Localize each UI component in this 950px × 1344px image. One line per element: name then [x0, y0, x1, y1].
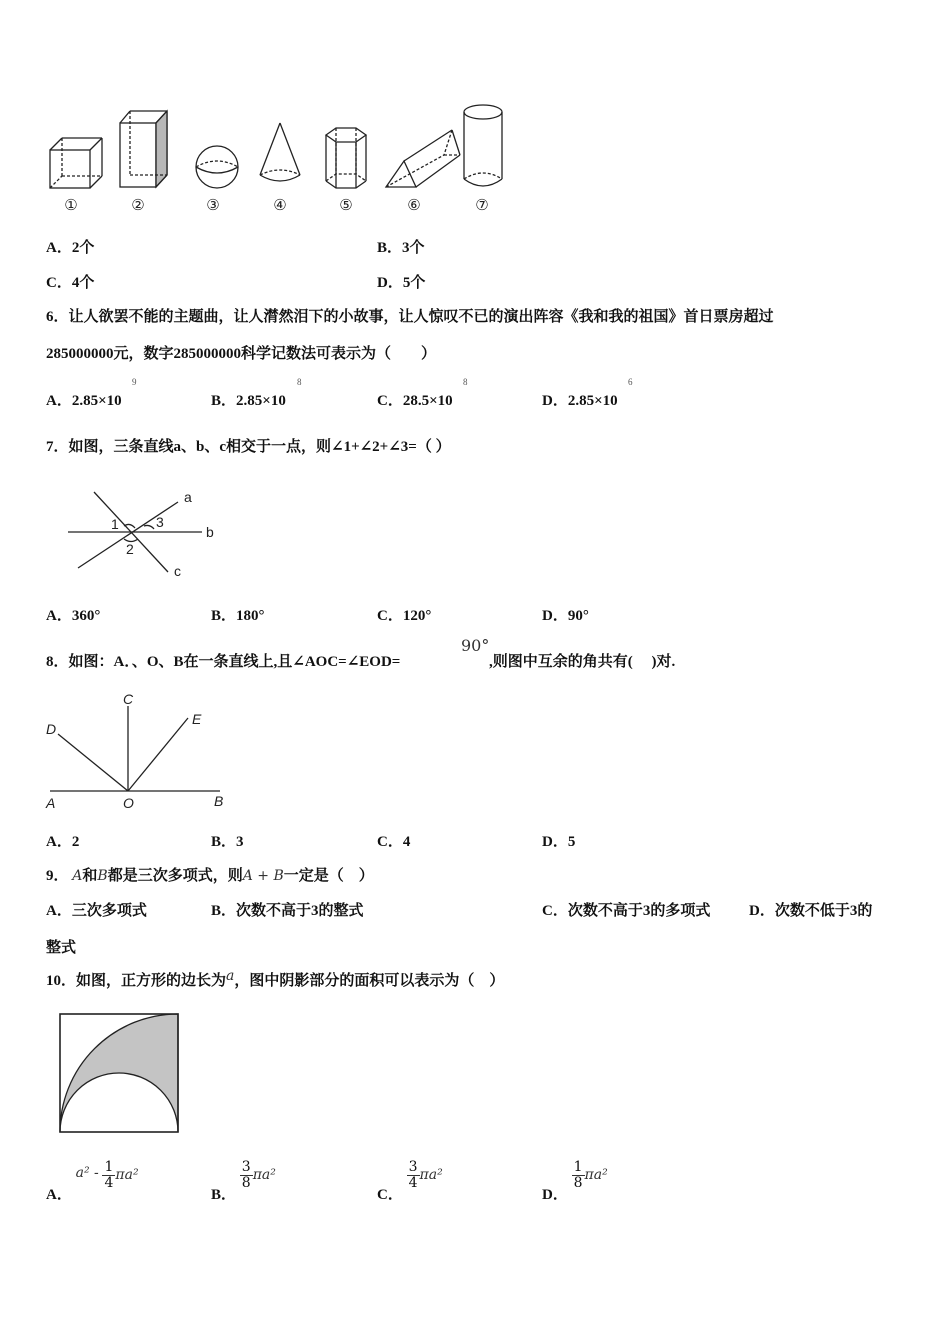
q8-option-a: A．2	[46, 834, 80, 850]
q10-option-b: B． $\frac{3}{8}$ πa²	[211, 1159, 276, 1203]
q9-option-d-wrap: 整式	[46, 940, 77, 956]
exponent: 8	[297, 377, 302, 387]
q8-stem-part2: ,则图中互余的角共有( )对.	[489, 654, 676, 670]
var-a: a	[226, 968, 235, 984]
q7-option-a: A．360°	[46, 608, 101, 624]
solid-label: ③	[206, 197, 220, 214]
solid-label: ⑤	[339, 197, 353, 214]
q9-option-d: D．次数不低于3的	[749, 903, 873, 919]
q9-stem: 9． A和B都是三次多项式，则A + B一定是（ ）	[46, 868, 374, 884]
q9-option-b: B．次数不高于3的整式	[211, 903, 364, 919]
angle-1-label: 1	[111, 516, 119, 532]
q10-option-d: D． $\frac{1}{8}$ πa²	[542, 1159, 608, 1203]
q10-figure	[56, 1010, 182, 1136]
q9-option-a: A．三次多项式	[46, 903, 147, 919]
shaded-region	[60, 1014, 178, 1132]
q10-option-c: C． $\frac{3}{4}$ πa²	[377, 1159, 443, 1203]
q7-option-d: D．90°	[542, 608, 589, 624]
angle-3-label: 3	[156, 514, 164, 530]
q10-stem: 10．如图，正方形的边长为a，图中阴影部分的面积可以表示为（ ）	[46, 968, 505, 989]
exponent: 8	[463, 377, 468, 387]
exponent: 9	[132, 377, 137, 387]
rectangular-prism-solid	[120, 111, 167, 187]
q7-option-c: C．120°	[377, 608, 432, 624]
point-c-label: C	[123, 691, 134, 707]
q8-stem-part1: 8．如图：A．、O、B在一条直线上,且∠AOC=∠EOD=	[46, 654, 401, 670]
q6-stem-line1: 6．让人欲罢不能的主题曲，让人潸然泪下的小故事，让人惊叹不已的演出阵容《我和我的祖国》首日票房超过	[46, 309, 774, 325]
ray-oe	[128, 718, 188, 791]
solid-label: ①	[64, 197, 78, 214]
point-d-label: D	[46, 721, 57, 737]
q6-option-c: C．28.5×10 8	[377, 377, 468, 409]
solid-label: ⑥	[407, 197, 421, 214]
ray-od	[58, 734, 128, 791]
point-a-label: A	[46, 795, 56, 811]
solid-label: ④	[273, 197, 287, 214]
q5-option-c: C．4个	[46, 275, 95, 291]
solid-label: ⑦	[475, 197, 489, 214]
fraction: $\frac{3}{8}$	[241, 1159, 251, 1191]
fraction: $\frac{1}{8}$	[573, 1159, 583, 1191]
triangular-prism-solid	[386, 130, 460, 187]
exponent: 6	[628, 377, 633, 387]
sphere-solid	[196, 146, 238, 188]
line-a	[78, 502, 178, 568]
point-o-label: O	[123, 795, 134, 811]
hexagonal-prism-solid	[326, 128, 366, 188]
q8-option-b: B．3	[211, 834, 244, 850]
cube-solid	[50, 138, 102, 188]
q10-option-a: A． a² - $\frac{1}{4}$ πa²	[46, 1159, 139, 1203]
q8-option-d: D．5	[542, 834, 576, 850]
fraction: $\frac{3}{4}$	[408, 1159, 418, 1191]
label-a: a	[184, 489, 192, 505]
q7-figure	[60, 482, 230, 582]
solids-figure	[40, 95, 520, 220]
q5-option-a: A．2个	[46, 240, 95, 256]
cylinder-solid	[464, 105, 502, 186]
solid-label: ②	[131, 197, 145, 214]
fraction: $\frac{1}{4}$	[104, 1159, 114, 1191]
q8-figure	[40, 688, 240, 813]
q5-option-b: B．3个	[377, 240, 425, 256]
q7-option-b: B．180°	[211, 608, 265, 624]
var-a: A	[72, 868, 83, 884]
q8-option-c: C．4	[377, 834, 411, 850]
q6-option-b: B．2.85×10 8	[211, 377, 302, 409]
point-b-label: B	[214, 793, 224, 809]
q6-option-a: A．2.85×10 9	[46, 377, 137, 409]
q7-stem: 7．如图，三条直线a、b、c相交于一点，则∠1+∠2+∠3=（ ）	[46, 439, 451, 455]
label-b: b	[206, 524, 214, 540]
q6-stem-line2: 285000000元，数字285000000科学记数法可表示为（ ）	[46, 346, 437, 362]
angle-2-label: 2	[126, 541, 134, 557]
q5-option-d: D．5个	[377, 275, 426, 291]
point-e-label: E	[192, 711, 202, 727]
q8-angle-value: 90°	[461, 636, 490, 655]
expr-a-plus-b: A + B	[242, 868, 284, 884]
var-b: B	[97, 868, 108, 884]
q9-option-c: C．次数不高于3的多项式	[542, 903, 711, 919]
q6-option-d: D．2.85×10 6	[542, 377, 633, 409]
cone-solid	[260, 123, 300, 181]
label-c: c	[174, 563, 181, 579]
